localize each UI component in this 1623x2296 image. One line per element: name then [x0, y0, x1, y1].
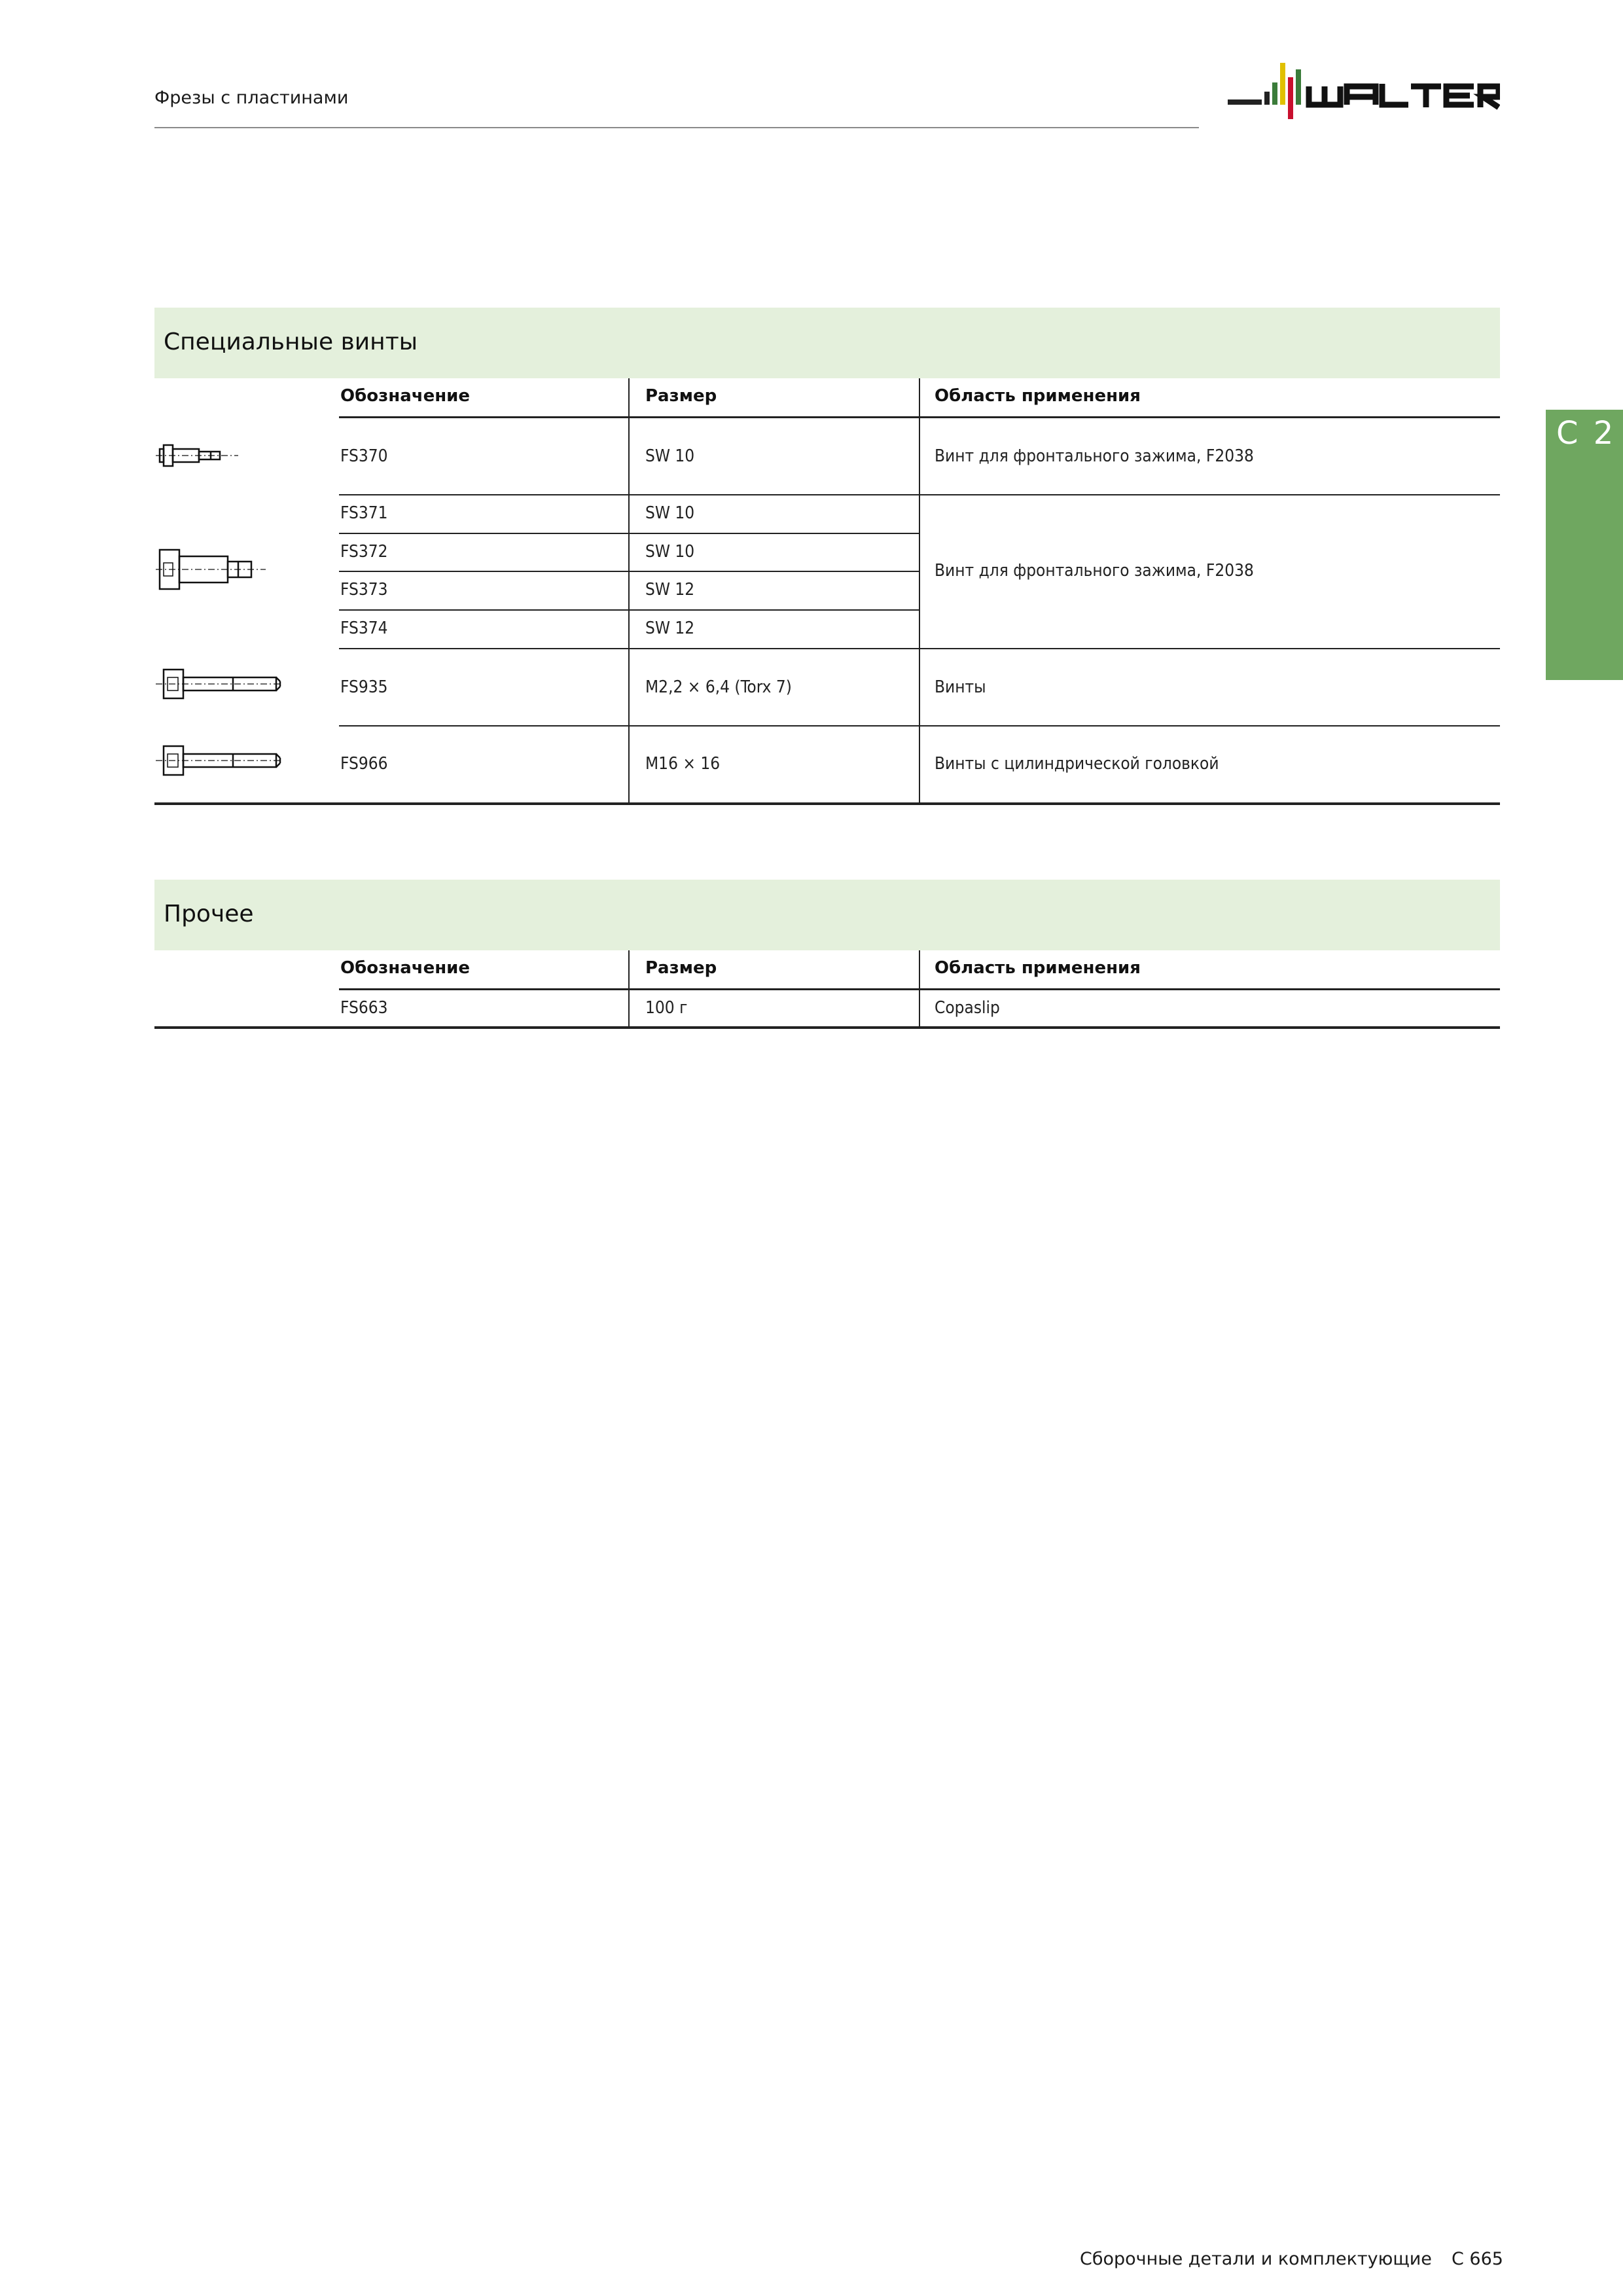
row-rule — [339, 609, 919, 611]
column-header-designation: Обозначение — [340, 958, 471, 978]
column-separator — [919, 950, 920, 1028]
cell-application: Винты — [935, 677, 986, 697]
section-band-special-screws — [154, 308, 1500, 378]
chapter-tab[interactable] — [1546, 410, 1623, 680]
screw-drawing-fs966 — [154, 741, 285, 783]
column-header-application: Область применения — [935, 386, 1141, 406]
cell-size: SW 12 — [645, 580, 695, 600]
row-rule — [339, 494, 1500, 495]
section-title-other: Прочее — [164, 901, 254, 927]
page-header-title: Фрезы с пластинами — [154, 88, 349, 108]
screw-drawing-fs371-374 — [154, 545, 272, 597]
cell-application: Copaslip — [935, 998, 1000, 1018]
cell-designation: FS374 — [340, 619, 388, 638]
cell-size: M16 × 16 — [645, 754, 721, 774]
cell-size: SW 12 — [645, 619, 695, 638]
cell-size: SW 10 — [645, 503, 695, 523]
cell-size: 100 г — [645, 998, 688, 1018]
footer-page-number: C 665 — [1452, 2249, 1503, 2269]
column-header-designation: Обозначение — [340, 386, 471, 406]
cell-designation: FS663 — [340, 998, 388, 1018]
column-separator — [628, 378, 630, 804]
footer-section-title: Сборочные детали и комплектующие — [1080, 2249, 1432, 2269]
column-header-size: Размер — [645, 958, 717, 978]
header-divider — [154, 127, 1199, 128]
cell-size: M2,2 × 6,4 (Torx 7) — [645, 677, 792, 697]
row-rule — [339, 725, 1500, 726]
walter-logo — [1228, 60, 1500, 132]
cell-designation: FS371 — [340, 503, 388, 523]
cell-designation: FS935 — [340, 677, 388, 697]
cell-designation: FS372 — [340, 542, 388, 562]
table-bottom-rule — [154, 1026, 1500, 1029]
section-title-special-screws: Специальные винты — [164, 329, 418, 355]
screw-drawing-fs935 — [154, 664, 285, 706]
cell-application: Винт для фронтального зажима, F2038 — [935, 446, 1254, 466]
column-separator — [919, 378, 920, 804]
table-bottom-rule — [154, 802, 1500, 805]
row-rule — [339, 533, 919, 534]
cell-designation: FS370 — [340, 446, 388, 466]
cell-application: Винты с цилиндрической головкой — [935, 754, 1219, 774]
chapter-tab-label: C 2 — [1556, 415, 1616, 452]
cell-designation: FS373 — [340, 580, 388, 600]
cell-size: SW 10 — [645, 446, 695, 466]
row-rule — [339, 571, 919, 572]
column-separator — [628, 950, 630, 1028]
column-header-application: Область применения — [935, 958, 1141, 978]
column-header-size: Размер — [645, 386, 717, 406]
cell-application-merged: Винт для фронтального зажима, F2038 — [935, 561, 1254, 581]
cell-size: SW 10 — [645, 542, 695, 562]
row-rule — [339, 648, 1500, 649]
screw-drawing-fs370 — [154, 435, 246, 479]
section-band-other — [154, 880, 1500, 950]
cell-designation: FS966 — [340, 754, 388, 774]
